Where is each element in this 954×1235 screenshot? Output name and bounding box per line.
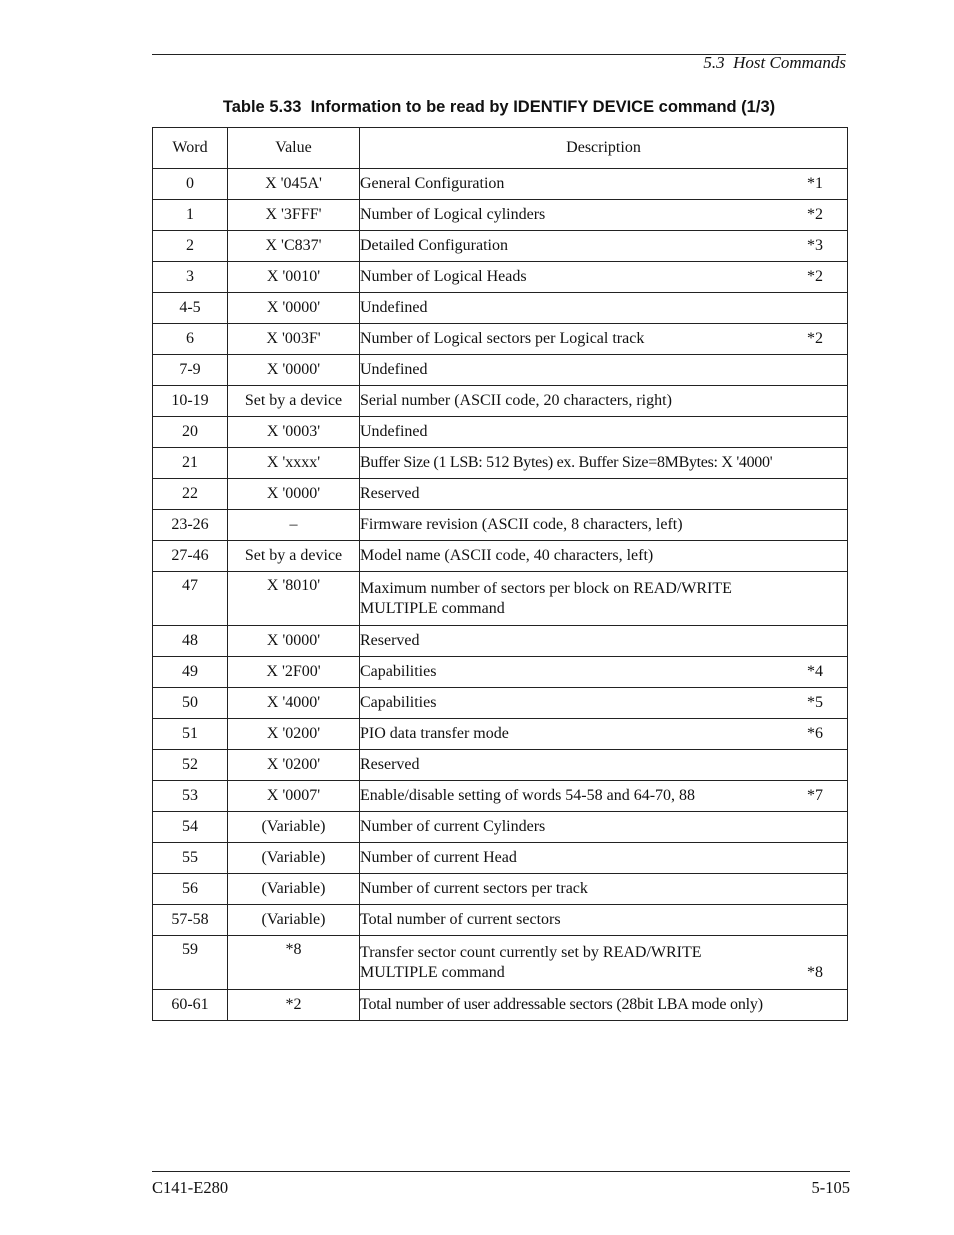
footnote-ref: *7: [807, 787, 823, 804]
description-text: Reserved: [360, 485, 420, 502]
value-cell: X 'xxxx': [228, 448, 360, 479]
table-row: [153, 657, 848, 688]
value-cell: X '4000': [228, 688, 360, 719]
description-cell: [360, 293, 848, 324]
description-cell: [360, 417, 848, 448]
value-cell: X '0007': [228, 781, 360, 812]
word-cell: 49: [153, 657, 228, 688]
table-row: [153, 688, 848, 719]
description-cell: [360, 843, 848, 874]
word-cell: 56: [153, 874, 228, 905]
value-cell: (Variable): [228, 874, 360, 905]
description-text: Undefined: [360, 361, 428, 378]
description-cell: [360, 874, 848, 905]
description-cell: [360, 541, 848, 572]
word-cell: 52: [153, 750, 228, 781]
word-cell: 55: [153, 843, 228, 874]
table-row: [153, 990, 848, 1021]
value-cell: X 'C837': [228, 231, 360, 262]
description-cell: [360, 905, 848, 936]
running-header: [152, 30, 846, 72]
running-footer: [152, 1171, 850, 1198]
description-text: Undefined: [360, 299, 428, 316]
footnote-ref: *4: [807, 663, 823, 680]
word-cell: 27-46: [153, 541, 228, 572]
table-header-row: [153, 128, 848, 169]
description-cell: [360, 479, 848, 510]
description-text: Number of current sectors per track: [360, 880, 588, 897]
value-cell: *2: [228, 990, 360, 1021]
description-text: General Configuration: [360, 175, 505, 192]
table-row: [153, 750, 848, 781]
description-cell: [360, 262, 848, 293]
description-text: Undefined: [360, 423, 428, 440]
word-cell: 22: [153, 479, 228, 510]
word-cell: 48: [153, 626, 228, 657]
description-cell: [360, 812, 848, 843]
value-cell: X '0200': [228, 719, 360, 750]
table-row: [153, 355, 848, 386]
description-text: Reserved: [360, 756, 420, 773]
value-cell: X '2F00': [228, 657, 360, 688]
table-row: [153, 936, 848, 990]
description-cell: [360, 448, 848, 479]
description-cell: [360, 688, 848, 719]
description-cell: [360, 324, 848, 355]
word-cell: 10-19: [153, 386, 228, 417]
value-cell: Set by a device: [228, 541, 360, 572]
value-cell: X '0000': [228, 626, 360, 657]
footnote-ref: *2: [807, 330, 823, 347]
description-cell: [360, 657, 848, 688]
column-header-description: Description: [360, 128, 848, 169]
description-cell: [360, 355, 848, 386]
footnote-ref: *6: [807, 725, 823, 742]
description-text: Number of current Head: [360, 849, 517, 866]
column-header-word: Word: [153, 128, 228, 169]
table-row: [153, 874, 848, 905]
description-cell: [360, 510, 848, 541]
description-text: Number of Logical sectors per Logical track: [360, 330, 645, 347]
value-cell: Set by a device: [228, 386, 360, 417]
table-row: [153, 479, 848, 510]
table-row: [153, 843, 848, 874]
word-cell: 4-5: [153, 293, 228, 324]
word-cell: 53: [153, 781, 228, 812]
table-row: [153, 719, 848, 750]
description-text: Capabilities: [360, 663, 437, 680]
section-title: 5.3 Host Commands: [703, 53, 846, 72]
word-cell: 50: [153, 688, 228, 719]
identify-device-table: [152, 127, 848, 1021]
table-row: [153, 200, 848, 231]
description-text: Number of Logical Heads: [360, 268, 527, 285]
table-row: [153, 417, 848, 448]
word-cell: 59: [153, 936, 228, 990]
word-cell: 23-26: [153, 510, 228, 541]
description-cell: [360, 200, 848, 231]
word-cell: 2: [153, 231, 228, 262]
description-text: Enable/disable setting of words 54-58 and 64-70, 88: [360, 787, 696, 804]
word-cell: 6: [153, 324, 228, 355]
footnote-ref: *5: [807, 694, 823, 711]
document-id: C141-E280: [152, 1178, 229, 1197]
description-cell: [360, 572, 848, 626]
value-cell: X '0010': [228, 262, 360, 293]
description-text: Buffer Size (1 LSB: 512 Bytes) ex. Buffer Size=8MBytes: X '4000': [360, 454, 773, 471]
table-row: [153, 626, 848, 657]
footnote-ref: *2: [807, 268, 823, 285]
description-text: Maximum number of sectors per block on READ/WRITE MULTIPLE command: [360, 579, 732, 617]
description-cell: [360, 231, 848, 262]
word-cell: 51: [153, 719, 228, 750]
value-cell: (Variable): [228, 905, 360, 936]
word-cell: 21: [153, 448, 228, 479]
table-caption: Table 5.33 Information to be read by IDENTIFY DEVICE command (1/3): [222, 98, 776, 116]
table-row: [153, 324, 848, 355]
description-text: Total number of current sectors: [360, 911, 561, 928]
description-text: Number of current Cylinders: [360, 818, 546, 835]
footnote-ref: *3: [807, 237, 823, 254]
description-cell: [360, 781, 848, 812]
description-text: Model name (ASCII code, 40 characters, left): [360, 547, 654, 564]
word-cell: 47: [153, 572, 228, 626]
table-row: [153, 781, 848, 812]
footnote-ref: *1: [807, 175, 823, 192]
description-text: PIO data transfer mode: [360, 725, 509, 742]
footnote-ref: *2: [807, 206, 823, 223]
description-text: Firmware revision (ASCII code, 8 characters, left): [360, 516, 683, 533]
value-cell: X '0000': [228, 479, 360, 510]
word-cell: 60-61: [153, 990, 228, 1021]
table-row: [153, 262, 848, 293]
table-row: [153, 386, 848, 417]
description-text: Capabilities: [360, 694, 437, 711]
table-row: [153, 541, 848, 572]
table-row: [153, 448, 848, 479]
table-row: [153, 169, 848, 200]
description-text: Transfer sector count currently set by READ/WRITE MULTIPLE command: [360, 943, 702, 981]
description-cell: [360, 990, 848, 1021]
table-row: [153, 231, 848, 262]
description-text: Number of Logical cylinders: [360, 206, 546, 223]
word-cell: 7-9: [153, 355, 228, 386]
word-cell: 57-58: [153, 905, 228, 936]
word-cell: 0: [153, 169, 228, 200]
value-cell: X '0003': [228, 417, 360, 448]
description-cell: [360, 626, 848, 657]
value-cell: X '0200': [228, 750, 360, 781]
description-text: Reserved: [360, 632, 420, 649]
value-cell: X '0000': [228, 293, 360, 324]
word-cell: 20: [153, 417, 228, 448]
table-row: [153, 572, 848, 626]
description-cell: [360, 169, 848, 200]
table-row: [153, 812, 848, 843]
table-row: [153, 905, 848, 936]
value-cell: (Variable): [228, 812, 360, 843]
value-cell: *8: [228, 936, 360, 990]
description-cell: [360, 386, 848, 417]
word-cell: 54: [153, 812, 228, 843]
column-header-value: Value: [228, 128, 360, 169]
value-cell: –: [228, 510, 360, 541]
description-cell: [360, 750, 848, 781]
word-cell: 1: [153, 200, 228, 231]
table-row: [153, 510, 848, 541]
description-text: Detailed Configuration: [360, 237, 508, 254]
value-cell: X '045A': [228, 169, 360, 200]
value-cell: X '0000': [228, 355, 360, 386]
value-cell: X '003F': [228, 324, 360, 355]
value-cell: (Variable): [228, 843, 360, 874]
description-cell: [360, 719, 848, 750]
value-cell: X '3FFF': [228, 200, 360, 231]
page-number: 5-105: [811, 1178, 850, 1197]
table-row: [153, 293, 848, 324]
description-text: Total number of user addressable sectors (28bit LBA mode only): [360, 996, 763, 1013]
description-text: Serial number (ASCII code, 20 characters, right): [360, 392, 672, 409]
value-cell: X '8010': [228, 572, 360, 626]
description-cell: [360, 936, 848, 990]
footnote-ref: *8: [807, 963, 823, 981]
word-cell: 3: [153, 262, 228, 293]
